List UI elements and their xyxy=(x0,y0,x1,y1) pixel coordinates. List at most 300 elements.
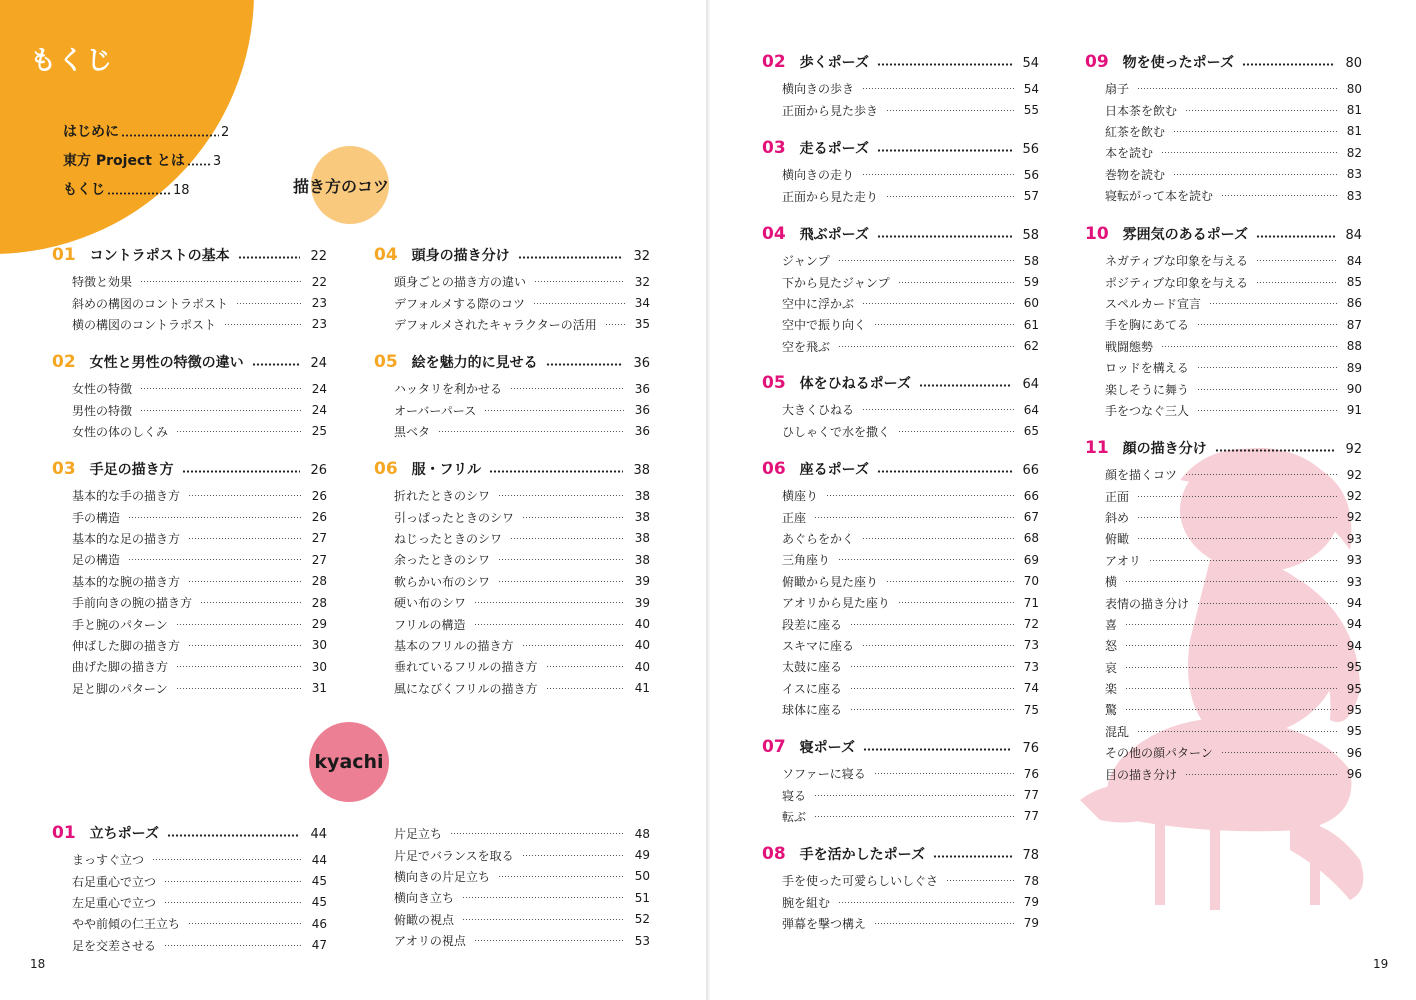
toc-item-page: 55 xyxy=(1023,103,1039,118)
toc-section xyxy=(374,823,650,951)
leader-dots xyxy=(164,902,302,903)
chapter-title: 寝ポーズ xyxy=(799,740,855,756)
chapter-page: 58 xyxy=(1022,228,1039,243)
toc-heading[interactable] xyxy=(374,352,650,376)
toc-item[interactable] xyxy=(762,336,1039,357)
toc-heading[interactable] xyxy=(762,737,1039,761)
toc-item[interactable] xyxy=(374,887,650,908)
chapter-page: 24 xyxy=(310,356,327,371)
leader-dots xyxy=(176,666,302,667)
toc-item[interactable] xyxy=(1085,357,1362,378)
toc-item[interactable] xyxy=(374,506,650,527)
leader-dots xyxy=(1256,260,1337,261)
toc-item-page: 27 xyxy=(311,531,327,546)
toc-item[interactable] xyxy=(762,271,1039,292)
toc-item[interactable] xyxy=(374,421,650,442)
toc-item[interactable] xyxy=(52,528,327,549)
toc-item-title: 太鼓に座る xyxy=(782,660,843,675)
toc-item[interactable] xyxy=(374,485,650,506)
toc-item[interactable] xyxy=(52,485,327,506)
leader-dots xyxy=(498,495,625,496)
toc-item-page: 70 xyxy=(1023,574,1039,589)
toc-item-title: 足を交差させる xyxy=(72,938,157,953)
leader-dots xyxy=(522,855,625,856)
toc-item[interactable] xyxy=(374,314,650,335)
intro-row[interactable] xyxy=(63,118,229,147)
toc-item[interactable] xyxy=(762,806,1039,827)
chapter-title: 雰囲気のあるポーズ xyxy=(1122,227,1248,243)
toc-item-title: 手と腕のパターン xyxy=(72,617,168,632)
leader-dots xyxy=(1137,538,1337,539)
toc-item[interactable] xyxy=(1085,763,1362,784)
chapter-title: 体をひねるポーズ xyxy=(799,376,911,392)
toc-item-page: 67 xyxy=(1023,510,1039,525)
leader-dots xyxy=(862,88,1014,89)
toc-item-page: 90 xyxy=(1346,382,1362,397)
chapter-title: 頭身の描き分け xyxy=(411,248,510,264)
toc-item[interactable] xyxy=(1085,742,1362,763)
toc-heading[interactable] xyxy=(374,459,650,483)
toc-item-title: 空中で振り向く xyxy=(782,318,867,333)
leader-dots xyxy=(188,645,302,646)
leader-dots xyxy=(862,174,1014,175)
toc-item[interactable] xyxy=(762,763,1039,784)
leader-dots xyxy=(1125,645,1337,646)
toc-item-page: 83 xyxy=(1346,188,1362,203)
toc-item-title: 楽 xyxy=(1105,682,1118,697)
badge-label: 描き方のコツ xyxy=(293,176,390,196)
chapter-page: 78 xyxy=(1022,848,1039,863)
chapter-number: 04 xyxy=(762,224,786,244)
intro-label: はじめに xyxy=(63,124,119,140)
toc-item-page: 95 xyxy=(1346,724,1362,739)
toc-heading[interactable] xyxy=(52,823,327,847)
leader-dots xyxy=(1221,752,1337,753)
toc-item[interactable] xyxy=(1085,293,1362,314)
toc-item[interactable] xyxy=(762,549,1039,570)
toc-item[interactable] xyxy=(1085,592,1362,613)
toc-item[interactable] xyxy=(1085,571,1362,592)
toc-item-title: 斜めの構図のコントラポスト xyxy=(72,296,229,311)
toc-item[interactable] xyxy=(52,549,327,570)
toc-item[interactable] xyxy=(762,485,1039,506)
leader-dots xyxy=(838,559,1014,560)
leader-dots xyxy=(533,303,625,304)
toc-item-page: 40 xyxy=(634,659,650,674)
toc-item-page: 23 xyxy=(311,317,327,332)
toc-item-page: 83 xyxy=(1346,167,1362,182)
toc-item[interactable] xyxy=(1085,635,1362,656)
toc-item-title: 顔を描くコツ xyxy=(1105,468,1178,483)
chapter-page: 80 xyxy=(1345,56,1362,71)
chapter-page: 22 xyxy=(310,249,327,264)
toc-section xyxy=(762,844,1039,934)
toc-item-page: 92 xyxy=(1346,489,1362,504)
toc-item[interactable] xyxy=(1085,657,1362,678)
toc-item[interactable] xyxy=(374,399,650,420)
toc-heading[interactable] xyxy=(52,459,327,483)
leader-dots xyxy=(898,282,1014,283)
toc-item[interactable] xyxy=(762,613,1039,634)
toc-item[interactable] xyxy=(52,656,327,677)
toc-item-page: 91 xyxy=(1346,403,1362,418)
toc-item[interactable] xyxy=(1085,699,1362,720)
toc-item-title: 手を使った可愛らしいしぐさ xyxy=(782,874,939,889)
leader-dots xyxy=(188,581,302,582)
chapter-title: 歩くポーズ xyxy=(799,55,869,71)
toc-section xyxy=(762,224,1039,357)
toc-item[interactable] xyxy=(374,909,650,930)
toc-item-page: 96 xyxy=(1346,767,1362,782)
toc-item-title: 正面 xyxy=(1105,489,1130,504)
chapter-number: 04 xyxy=(374,245,398,265)
toc-item[interactable] xyxy=(374,678,650,699)
chapter-title: 服・フリル xyxy=(411,462,482,478)
leader-dots xyxy=(1173,131,1337,132)
leader-dots xyxy=(187,163,211,166)
toc-item[interactable] xyxy=(1085,142,1362,163)
toc-item[interactable] xyxy=(374,656,650,677)
chapter-page: 76 xyxy=(1022,741,1039,756)
leader-dots xyxy=(1197,367,1337,368)
toc-item[interactable] xyxy=(1085,336,1362,357)
toc-item[interactable] xyxy=(1085,314,1362,335)
page-gutter xyxy=(706,0,710,1000)
toc-item[interactable] xyxy=(762,164,1039,185)
leader-dots xyxy=(838,346,1014,347)
toc-item-title: ハッタリを利かせる xyxy=(394,382,503,397)
toc-item-page: 96 xyxy=(1346,745,1362,760)
toc-section xyxy=(762,737,1039,827)
toc-item-title: 手前向きの腕の描き方 xyxy=(72,596,193,611)
leader-dots xyxy=(1125,688,1337,689)
toc-item[interactable] xyxy=(1085,464,1362,485)
leader-dots xyxy=(1256,235,1335,238)
toc-item[interactable] xyxy=(52,378,327,399)
toc-heading[interactable] xyxy=(762,844,1039,868)
leader-dots xyxy=(1197,603,1337,604)
toc-item[interactable] xyxy=(762,506,1039,527)
toc-item-title: まっすぐ立つ xyxy=(72,853,145,868)
toc-heading[interactable] xyxy=(762,459,1039,483)
toc-item[interactable] xyxy=(762,635,1039,656)
toc-item[interactable] xyxy=(52,849,327,870)
toc-item[interactable] xyxy=(762,571,1039,592)
leader-dots xyxy=(1242,63,1335,66)
toc-item[interactable] xyxy=(52,571,327,592)
toc-item-title: デフォルメする際のコツ xyxy=(394,296,526,311)
toc-heading[interactable] xyxy=(762,224,1039,248)
toc-item[interactable] xyxy=(762,891,1039,912)
toc-item-title: 俯瞰の視点 xyxy=(394,912,455,927)
leader-dots xyxy=(862,645,1014,646)
chapter-page: 38 xyxy=(633,463,650,478)
leader-dots xyxy=(238,256,301,259)
toc-item-title: 空を飛ぶ xyxy=(782,339,831,354)
toc-item[interactable] xyxy=(1085,99,1362,120)
toc-item-title: 特徴と効果 xyxy=(72,275,133,290)
chapter-title: コントラポストの基本 xyxy=(89,248,230,264)
toc-item[interactable] xyxy=(374,635,650,656)
leader-dots xyxy=(814,517,1014,518)
toc-item[interactable] xyxy=(1085,528,1362,549)
leader-dots xyxy=(863,748,1012,751)
toc-item-page: 38 xyxy=(634,488,650,503)
page-number-right: 19 xyxy=(1373,957,1389,971)
chapter-number: 11 xyxy=(1085,438,1109,458)
section-badge-author xyxy=(309,722,389,802)
toc-item[interactable] xyxy=(762,99,1039,120)
toc-item[interactable] xyxy=(1085,485,1362,506)
leader-dots xyxy=(1215,449,1336,452)
chapter-title: 物を使ったポーズ xyxy=(1122,55,1234,71)
chapter-number: 08 xyxy=(762,844,786,864)
toc-item[interactable] xyxy=(762,913,1039,934)
leader-dots xyxy=(1256,282,1337,283)
toc-heading[interactable] xyxy=(762,52,1039,76)
toc-item[interactable] xyxy=(374,613,650,634)
toc-item[interactable] xyxy=(52,913,327,934)
leader-dots xyxy=(152,859,302,860)
toc-item-page: 44 xyxy=(311,852,327,867)
toc-item-title: 軟らかい布のシワ xyxy=(394,574,491,589)
leader-dots xyxy=(462,919,625,920)
toc-item[interactable] xyxy=(52,399,327,420)
toc-item-page: 72 xyxy=(1023,617,1039,632)
toc-item[interactable] xyxy=(374,271,650,292)
toc-item-title: 正面から見た走り xyxy=(782,189,879,204)
toc-item-page: 51 xyxy=(634,890,650,905)
toc-heading[interactable] xyxy=(762,373,1039,397)
toc-item-title: 頭身ごとの描き方の違い xyxy=(394,275,527,290)
toc-item[interactable] xyxy=(374,549,650,570)
toc-item[interactable] xyxy=(52,892,327,913)
leader-dots xyxy=(107,192,171,195)
badge-label: kyachi xyxy=(314,751,384,773)
toc-heading[interactable] xyxy=(762,138,1039,162)
toc-item[interactable] xyxy=(374,866,650,887)
toc-item[interactable] xyxy=(762,420,1039,441)
toc-item[interactable] xyxy=(1085,507,1362,528)
toc-heading[interactable] xyxy=(52,352,327,376)
toc-item[interactable] xyxy=(1085,400,1362,421)
toc-item[interactable] xyxy=(52,635,327,656)
leader-dots xyxy=(1125,581,1337,582)
toc-heading[interactable] xyxy=(1085,438,1362,462)
toc-item[interactable] xyxy=(52,613,327,634)
chapter-title: 手を活かしたポーズ xyxy=(799,847,925,863)
toc-item-page: 38 xyxy=(634,510,650,525)
toc-item[interactable] xyxy=(762,250,1039,271)
chapter-number: 01 xyxy=(52,823,76,843)
toc-item[interactable] xyxy=(762,293,1039,314)
toc-item[interactable] xyxy=(762,678,1039,699)
toc-heading[interactable] xyxy=(374,245,650,269)
toc-item-title: 黒ベタ xyxy=(394,424,431,439)
toc-item-title: 寝る xyxy=(782,788,807,803)
toc-item-title: イスに座る xyxy=(782,681,842,696)
leader-dots xyxy=(484,410,625,411)
leader-dots xyxy=(489,470,623,473)
toc-item-title: 正面から見た歩き xyxy=(782,103,879,118)
toc-item-title: 正座 xyxy=(782,510,807,525)
toc-item[interactable] xyxy=(374,292,650,313)
toc-item[interactable] xyxy=(52,935,327,956)
toc-item-page: 22 xyxy=(311,274,327,289)
toc-item[interactable] xyxy=(1085,271,1362,292)
toc-item-title: 驚 xyxy=(1105,703,1118,718)
toc-item-title: 伸ばした脚の描き方 xyxy=(72,638,181,653)
toc-item[interactable] xyxy=(374,930,650,951)
toc-item[interactable] xyxy=(762,870,1039,891)
toc-item[interactable] xyxy=(374,571,650,592)
leader-dots xyxy=(164,881,302,882)
page-number-left: 18 xyxy=(30,957,46,971)
toc-item[interactable] xyxy=(374,378,650,399)
toc-item[interactable] xyxy=(1085,678,1362,699)
toc-item-title: その他の顔パターン xyxy=(1105,746,1213,761)
toc-item[interactable] xyxy=(52,592,327,613)
toc-item-page: 73 xyxy=(1023,659,1039,674)
leader-dots xyxy=(1125,624,1337,625)
toc-item-title: ソファーに寝る xyxy=(782,767,866,782)
toc-item-page: 34 xyxy=(634,296,650,311)
leader-dots xyxy=(510,538,625,539)
chapter-title: 飛ぶポーズ xyxy=(799,227,869,243)
toc-item[interactable] xyxy=(762,656,1039,677)
toc-item[interactable] xyxy=(52,292,327,313)
toc-item-title: 弾幕を撃つ構え xyxy=(782,916,867,931)
leader-dots xyxy=(546,666,625,667)
toc-item-title: 足と脚のパターン xyxy=(72,681,168,696)
toc-heading[interactable] xyxy=(52,245,327,269)
leader-dots xyxy=(1185,774,1337,775)
toc-item[interactable] xyxy=(762,784,1039,805)
toc-item[interactable] xyxy=(374,592,650,613)
toc-item[interactable] xyxy=(52,271,327,292)
toc-item-title: 基本的な腕の描き方 xyxy=(72,574,181,589)
section-badge-technique xyxy=(293,146,390,224)
leader-dots xyxy=(224,324,302,325)
chapter-title: 座るポーズ xyxy=(799,462,869,478)
leader-dots xyxy=(933,855,1012,858)
toc-item[interactable] xyxy=(1085,550,1362,571)
toc-item-title: 垂れているフリルの描き方 xyxy=(394,660,538,675)
toc-item-title: 横 xyxy=(1105,575,1118,590)
chapter-title: 顔の描き分け xyxy=(1122,441,1207,457)
leader-dots xyxy=(546,688,625,689)
toc-item[interactable] xyxy=(52,506,327,527)
toc-item[interactable] xyxy=(762,592,1039,613)
toc-item[interactable] xyxy=(1085,78,1362,99)
toc-item[interactable] xyxy=(52,678,327,699)
toc-item[interactable] xyxy=(762,528,1039,549)
chapter-number: 09 xyxy=(1085,52,1109,72)
toc-section xyxy=(374,245,650,335)
chapter-number: 02 xyxy=(52,352,76,372)
intro-row[interactable] xyxy=(63,176,229,205)
toc-item-page: 38 xyxy=(634,531,650,546)
toc-item-page: 39 xyxy=(634,595,650,610)
toc-section xyxy=(762,52,1039,121)
toc-item-page: 24 xyxy=(311,403,327,418)
leader-dots xyxy=(898,431,1014,432)
toc-item[interactable] xyxy=(1085,121,1362,142)
toc-item[interactable] xyxy=(1085,378,1362,399)
toc-item-title: 余ったときのシワ xyxy=(394,553,491,568)
leader-dots xyxy=(814,816,1014,817)
toc-item-page: 52 xyxy=(634,912,650,927)
toc-item-title: 空中に浮かぶ xyxy=(782,296,855,311)
toc-item[interactable] xyxy=(1085,614,1362,635)
leader-dots xyxy=(128,559,302,560)
toc-item[interactable] xyxy=(374,528,650,549)
leader-dots xyxy=(919,384,1012,387)
toc-item[interactable] xyxy=(52,421,327,442)
leader-dots xyxy=(850,709,1014,710)
toc-heading[interactable] xyxy=(1085,224,1362,248)
leader-dots xyxy=(167,834,300,837)
toc-item-title: 紅茶を飲む xyxy=(1105,124,1166,139)
toc-item[interactable] xyxy=(762,185,1039,206)
toc-item-page: 94 xyxy=(1346,638,1362,653)
toc-item[interactable] xyxy=(52,870,327,891)
leader-dots xyxy=(522,645,625,646)
toc-item[interactable] xyxy=(762,78,1039,99)
leader-dots xyxy=(140,410,302,411)
toc-item-page: 82 xyxy=(1346,145,1362,160)
toc-item[interactable] xyxy=(1085,721,1362,742)
toc-item-page: 81 xyxy=(1346,103,1362,118)
toc-item-title: 目の描き分け xyxy=(1105,767,1178,782)
leader-dots xyxy=(1221,195,1337,196)
toc-item[interactable] xyxy=(374,823,650,844)
toc-item-page: 88 xyxy=(1346,339,1362,354)
toc-item-title: 横の構図のコントラポスト xyxy=(72,317,217,332)
toc-item-page: 36 xyxy=(634,403,650,418)
leader-dots xyxy=(522,517,625,518)
toc-item-title: ポジティブな印象を与える xyxy=(1105,275,1249,290)
leader-dots xyxy=(886,581,1014,582)
leader-dots xyxy=(874,923,1014,924)
toc-item-page: 79 xyxy=(1023,916,1039,931)
toc-section xyxy=(1085,224,1362,421)
toc-heading[interactable] xyxy=(1085,52,1362,76)
toc-item-page: 92 xyxy=(1346,510,1362,525)
toc-item[interactable] xyxy=(1085,250,1362,271)
leader-dots xyxy=(176,624,302,625)
toc-item[interactable] xyxy=(1085,164,1362,185)
toc-item[interactable] xyxy=(762,699,1039,720)
toc-item[interactable] xyxy=(762,399,1039,420)
chapter-title: 手足の描き方 xyxy=(89,462,174,478)
toc-item-title: 引っぱったときのシワ xyxy=(394,510,515,525)
toc-item[interactable] xyxy=(1085,185,1362,206)
toc-item[interactable] xyxy=(374,844,650,865)
toc-item[interactable] xyxy=(762,314,1039,335)
leader-dots xyxy=(450,833,625,834)
toc-item-title: 横向きの歩き xyxy=(782,82,855,97)
intro-row[interactable] xyxy=(63,147,229,176)
chapter-page: 66 xyxy=(1022,463,1039,478)
toc-item-title: 日本茶を飲む xyxy=(1105,103,1178,118)
toc-item-title: 巻物を読む xyxy=(1105,167,1166,182)
toc-item[interactable] xyxy=(52,314,327,335)
leader-dots xyxy=(176,688,302,689)
toc-item-title: 硬い布のシワ xyxy=(394,596,467,611)
toc-item-page: 45 xyxy=(311,874,327,889)
leader-dots xyxy=(1137,517,1337,518)
